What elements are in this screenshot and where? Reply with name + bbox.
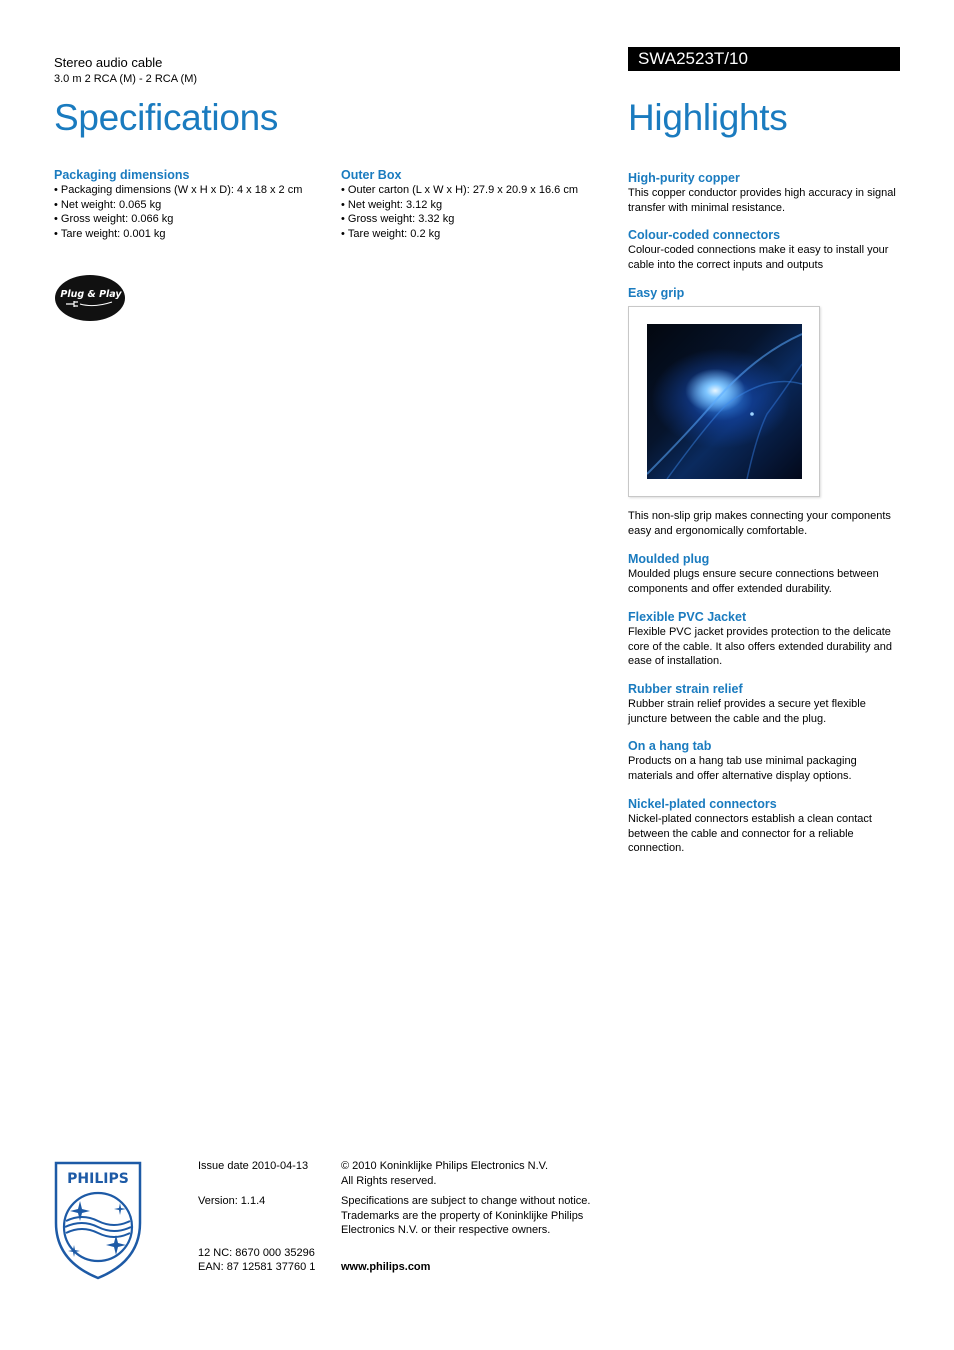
spec-item: • Packaging dimensions (W x H x D): 4 x 18 x 2 cm xyxy=(54,183,302,198)
highlight-heading: Colour-coded connectors xyxy=(628,228,781,242)
highlight-text: This copper conductor provides high accuracy in signal transfer with minimal resistance. xyxy=(628,187,896,214)
philips-logo xyxy=(54,1161,142,1281)
notice-line: Trademarks are the property of Koninklijke Philips xyxy=(341,1209,584,1222)
highlight-text: This non-slip grip makes connecting your components easy and ergonomically comfortable. xyxy=(628,510,891,537)
highlight-heading: Flexible PVC Jacket xyxy=(628,610,747,624)
highlight-heading: Moulded plug xyxy=(628,552,710,566)
specifications-title: Specifications xyxy=(54,97,279,138)
highlight-moulded-plug xyxy=(628,552,900,596)
copyright-line: All Rights reserved. xyxy=(341,1174,437,1187)
notice-block xyxy=(341,1194,590,1238)
model-number: SWA2523T/10 xyxy=(638,49,748,68)
spec-section-packaging xyxy=(54,168,302,241)
highlight-text: Products on a hang tab use minimal packaging materials and offer alternative display options. xyxy=(628,755,857,782)
spec-item: • Gross weight: 0.066 kg xyxy=(54,212,302,227)
highlight-nickel-plated-connectors xyxy=(628,797,900,856)
spec-section-heading: Packaging dimensions xyxy=(54,168,190,182)
highlight-colour-coded-connectors xyxy=(628,228,900,272)
philips-shield-icon xyxy=(54,1161,142,1281)
blue-light-graphic xyxy=(647,324,802,479)
twelve-nc-code: 12 NC: 8670 000 35296 xyxy=(198,1247,315,1259)
highlight-heading: On a hang tab xyxy=(628,739,712,753)
spec-list xyxy=(341,183,578,241)
model-number-bar xyxy=(628,47,900,71)
easy-grip-image xyxy=(647,324,802,479)
highlight-text: Nickel-plated connectors establish a clean contact between the cable and connector for a reliable connection. xyxy=(628,813,872,855)
spec-item: • Tare weight: 0.2 kg xyxy=(341,227,578,242)
highlight-on-a-hang-tab xyxy=(628,739,900,783)
highlights-title: Highlights xyxy=(628,97,788,138)
spec-item: • Net weight: 0.065 kg xyxy=(54,198,302,213)
highlight-high-purity-copper xyxy=(628,171,900,215)
plug-and-play-badge xyxy=(54,274,126,322)
highlight-text: Rubber strain relief provides a secure yet flexible juncture between the cable and the plug. xyxy=(628,698,866,725)
plug-and-play-icon xyxy=(54,274,126,322)
highlight-easy-grip-heading-block xyxy=(628,286,900,301)
svg-text:Plug & Play: Plug & Play xyxy=(60,289,122,300)
copyright-line: © 2010 Koninklijke Philips Electronics N.V. xyxy=(341,1160,549,1172)
spec-section-outer-box xyxy=(341,168,578,241)
highlight-rubber-strain-relief xyxy=(628,682,900,726)
spec-section-heading: Outer Box xyxy=(341,168,402,182)
highlight-flexible-pvc-jacket xyxy=(628,610,900,669)
spec-item: • Gross weight: 3.32 kg xyxy=(341,212,578,227)
spec-list xyxy=(54,183,302,241)
spec-item: • Outer carton (L x W x H): 27.9 x 20.9 x 16.6 cm xyxy=(341,183,578,198)
website-link[interactable]: www.philips.com xyxy=(341,1261,431,1273)
highlight-text: Colour-coded connections make it easy to install your cable into the correct inputs and outputs xyxy=(628,244,889,271)
ean-code: EAN: 87 12581 37760 1 xyxy=(198,1261,316,1273)
highlight-text: Moulded plugs ensure secure connections between components and offer extended durability. xyxy=(628,568,879,595)
highlight-heading: Nickel-plated connectors xyxy=(628,797,777,811)
svg-text:PHILIPS: PHILIPS xyxy=(67,1171,129,1187)
product-spec: 3.0 m 2 RCA (M) - 2 RCA (M) xyxy=(54,73,198,85)
highlight-easy-grip-text-block xyxy=(628,509,900,538)
spec-item: • Tare weight: 0.001 kg xyxy=(54,227,302,242)
highlight-text: Flexible PVC jacket provides protection to the delicate core of the cable. It also offers extended durability and ease of installation. xyxy=(628,626,892,668)
highlight-heading: Easy grip xyxy=(628,286,685,300)
notice-line: Specifications are subject to change without notice. xyxy=(341,1195,591,1207)
highlight-heading: High-purity copper xyxy=(628,171,740,185)
notice-line: Electronics N.V. or their respective owners. xyxy=(341,1224,551,1236)
highlight-heading: Rubber strain relief xyxy=(628,682,743,696)
spec-item: • Net weight: 3.12 kg xyxy=(341,198,578,213)
product-line: Stereo audio cable xyxy=(54,55,163,70)
copyright-block xyxy=(341,1159,548,1188)
version: Version: 1.1.4 xyxy=(198,1195,266,1207)
issue-date: Issue date 2010-04-13 xyxy=(198,1160,309,1172)
